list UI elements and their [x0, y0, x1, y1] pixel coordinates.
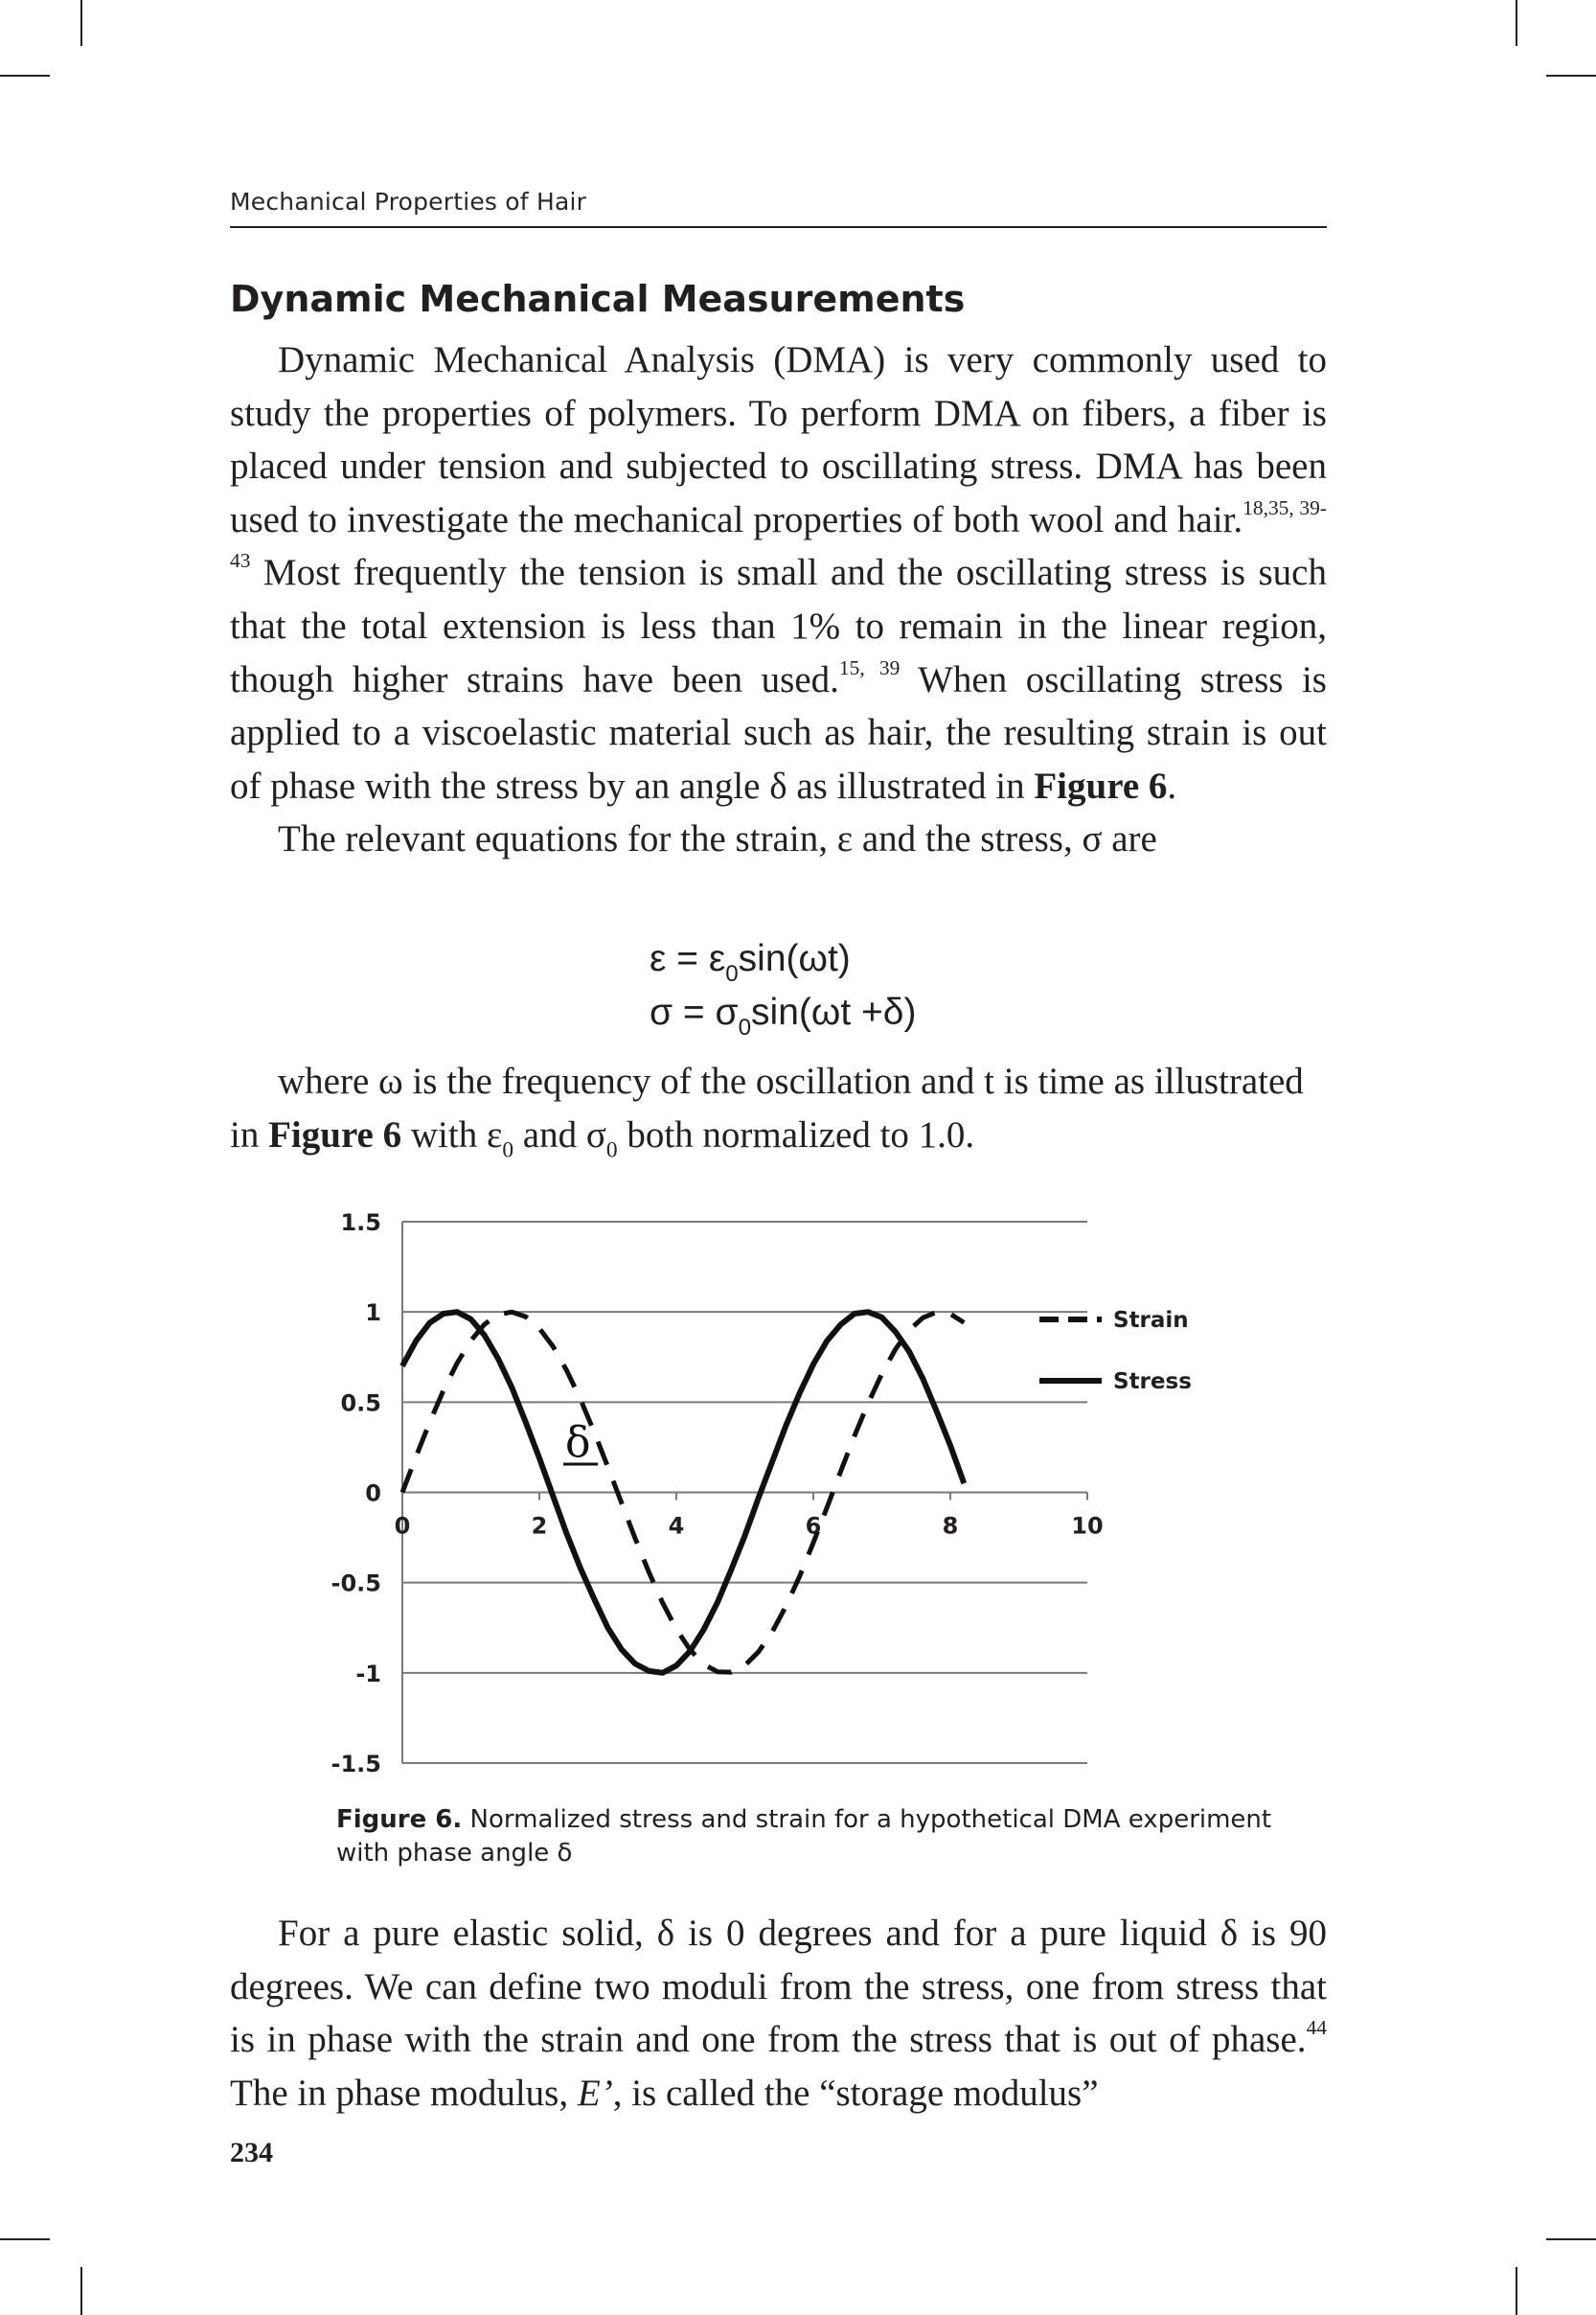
y-tick-label: 0 [365, 1479, 381, 1507]
paragraph-text: with ε [401, 1113, 503, 1156]
running-header: Mechanical Properties of Hair [230, 188, 587, 216]
paragraph-text: For a pure elastic solid, δ is 0 degrees and for a pure liquid δ is 90 degrees. We can define two moduli from the stress, one from stress that is in phase with the strain and one from the stress that is out of phase. [230, 1913, 1327, 2061]
page-number: 234 [230, 2137, 273, 2168]
crop-mark [0, 75, 50, 77]
caption-label: Figure 6. [336, 1805, 463, 1834]
citation: 44 [1306, 2015, 1327, 2039]
figure-reference: Figure 6 [1034, 765, 1168, 807]
crop-mark [1516, 2267, 1517, 2315]
section-heading: Dynamic Mechanical Measurements [230, 278, 966, 320]
equation-stress [650, 987, 916, 1039]
figure-reference: Figure 6 [268, 1113, 402, 1156]
body-text-middle [230, 1055, 1327, 1161]
x-tick-label: 10 [1071, 1512, 1104, 1540]
crop-mark [1546, 2238, 1596, 2240]
crop-mark [80, 2267, 82, 2315]
crop-mark [1516, 0, 1517, 46]
legend-label: Strain [1113, 1308, 1189, 1333]
paragraph-text: The in phase modulus, [230, 2072, 578, 2114]
paragraph-dma-intro [230, 333, 1327, 813]
equation-text: sin(ωt) [738, 938, 851, 979]
y-tick-label: 0.5 [340, 1389, 381, 1417]
paragraph-text: Dynamic Mechanical Analysis (DMA) is very commonly used to study the properties of polymers. To perform DMA on fibers, a fiber is placed under tension and subjected to oscillating stress. DMA has been used to investigate the mechanical properties of both wool and hair. [230, 339, 1327, 540]
x-tick-label: 0 [394, 1512, 411, 1540]
equation-text: σ = σ [650, 992, 739, 1033]
crop-mark [80, 0, 82, 46]
body-text-top [230, 333, 1327, 866]
header-rule [230, 226, 1327, 228]
x-tick-label: 6 [805, 1512, 822, 1540]
y-tick-label: -1 [355, 1660, 381, 1687]
subscript: 0 [605, 1137, 618, 1163]
paragraph-text: where ω is the frequency of the oscillation and t is time as illustrated in [230, 1061, 1304, 1156]
y-tick-label: 1.5 [340, 1209, 381, 1236]
subscript: 0 [502, 1137, 514, 1163]
delta-annotation: δ [565, 1418, 591, 1467]
crop-mark [0, 2238, 50, 2240]
crop-mark [1546, 75, 1596, 77]
term-storage-modulus: E’ [577, 2072, 613, 2114]
equation-text: ε = ε [650, 938, 726, 979]
citation: 15, 39 [838, 655, 901, 679]
equation-strain [650, 933, 851, 985]
citation: 18,35, 39-43 [230, 495, 1328, 573]
paragraph-text: both normalized to 1.0. [617, 1113, 975, 1156]
paragraph-omega [230, 1055, 1327, 1161]
paragraph-text: and σ [513, 1113, 606, 1156]
paragraph-text: . [1167, 765, 1177, 807]
paragraph-text: Most frequently the tension is small and the oscillating stress is such that the total extension is less than 1% to remain in the linear region, though higher strains have been used. [230, 552, 1327, 700]
body-text-bottom [230, 1907, 1327, 2120]
paragraph-text: When oscillating stress is applied to a viscoelastic material such as hair, the resulting strain is out of phase with the stress by an angle δ as illustrated in [230, 658, 1327, 807]
y-tick-label: 1 [365, 1299, 381, 1327]
paragraph-equations-intro: The relevant equations for the strain, ε and the stress, σ are [278, 818, 1157, 860]
paragraph-moduli [230, 1907, 1327, 2120]
x-tick-label: 4 [668, 1512, 685, 1540]
caption-text: Normalized stress and strain for a hypothetical DMA experiment with phase angle δ [336, 1805, 1272, 1868]
paragraph-text: , is called the “storage modulus” [612, 2072, 1099, 2114]
x-tick-label: 2 [531, 1512, 548, 1540]
dma-chart [326, 1198, 1207, 1773]
equation-text: sin(ωt +δ) [751, 992, 917, 1033]
figure-caption [336, 1803, 1275, 1870]
equation-subscript: 0 [725, 960, 739, 987]
y-tick-label: -0.5 [331, 1570, 381, 1597]
equation-subscript: 0 [738, 1014, 752, 1041]
legend-label: Stress [1113, 1369, 1192, 1394]
y-tick-label: -1.5 [331, 1751, 381, 1773]
x-tick-label: 8 [942, 1512, 959, 1540]
